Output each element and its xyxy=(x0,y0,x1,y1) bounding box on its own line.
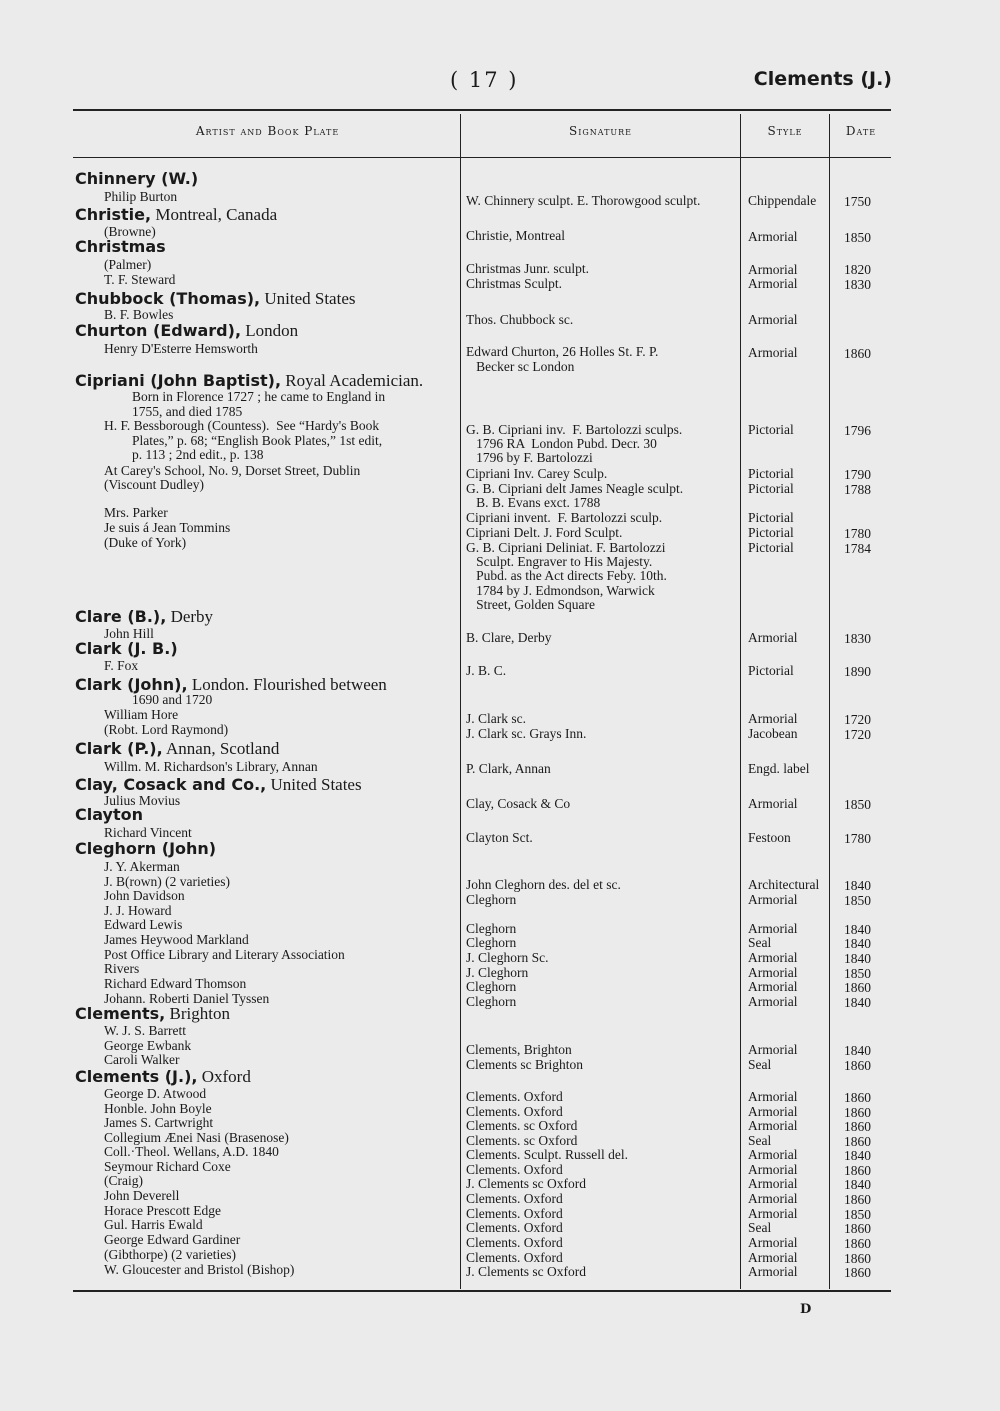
book-plate-owner: James S. Cartwright xyxy=(104,1115,214,1130)
signature-cell: W. Chinnery sculpt. E. Thorowgood sculpt. xyxy=(466,193,701,208)
style-cell: Pictorial xyxy=(748,466,794,481)
book-plate-owner: H. F. Bessborough (Countess). See “Hardy's Book xyxy=(104,418,380,433)
book-plate-owner: (Browne) xyxy=(104,224,156,239)
signature-cell: Clements. Oxford xyxy=(466,1220,563,1235)
book-plate-owner: Philip Burton xyxy=(104,189,178,204)
date-cell: 1850 xyxy=(844,1207,871,1222)
signature-cell: Christmas Sculpt. xyxy=(466,276,563,291)
book-plate-owner: Johann. Roberti Daniel Tyssen xyxy=(104,991,270,1006)
signature-cell: P. Clark, Annan xyxy=(466,761,551,776)
book-plate-owner: W. Gloucester and Bristol (Bishop) xyxy=(104,1262,295,1277)
signature-cell: 1796 RA London Pubd. Decr. 30 xyxy=(466,436,657,451)
book-plate-owner: Rivers xyxy=(104,961,140,976)
column-header-date: Date xyxy=(845,124,877,138)
page-number: ( 17 ) xyxy=(450,68,519,92)
date-cell: 1860 xyxy=(844,1221,871,1236)
style-cell: Armorial xyxy=(748,796,798,811)
signature-cell: 1784 by J. Edmondson, Warwick xyxy=(466,583,655,598)
date-cell: 1850 xyxy=(844,230,871,245)
book-plate-owner: Caroli Walker xyxy=(104,1052,180,1067)
signature-cell: Clements. Oxford xyxy=(466,1250,563,1265)
signature-cell: Street, Golden Square xyxy=(466,597,595,612)
book-plate-owner: John Hill xyxy=(104,626,154,641)
date-cell: 1840 xyxy=(844,951,871,966)
artist-name: Clark (P.), Annan, Scotland xyxy=(75,739,280,758)
artist-name: Clark (J. B.) xyxy=(75,639,178,658)
style-cell: Chippendale xyxy=(748,193,817,208)
book-plate-owner: Mrs. Parker xyxy=(104,505,168,520)
date-cell: 1850 xyxy=(844,893,871,908)
signature-cell: Clements. Oxford xyxy=(466,1089,563,1104)
book-plate-owner: Coll.·Theol. Wellans, A.D. 1840 xyxy=(104,1144,279,1159)
signature-cell: J. Cleghorn Sc. xyxy=(466,950,549,965)
book-plate-owner: W. J. S. Barrett xyxy=(104,1023,186,1038)
style-cell: Seal xyxy=(748,1057,772,1072)
book-plate-owner: George Ewbank xyxy=(104,1038,192,1053)
style-cell: Armorial xyxy=(748,276,798,291)
date-cell: 1860 xyxy=(844,1163,871,1178)
book-plate-owner: 1755, and died 1785 xyxy=(132,404,243,419)
signature-cell: Edward Churton, 26 Holles St. F. P. xyxy=(466,344,659,359)
column-header-signature: Signature xyxy=(568,124,633,138)
book-plate-owner: F. Fox xyxy=(104,658,139,673)
book-plate-owner: J. B(rown) (2 varieties) xyxy=(104,874,230,889)
signature-cell: Clements. Oxford xyxy=(466,1104,563,1119)
book-plate-owner: Gul. Harris Ewald xyxy=(104,1217,203,1232)
date-cell: 1860 xyxy=(844,1058,871,1073)
date-cell: 1860 xyxy=(844,1251,871,1266)
style-cell: Armorial xyxy=(748,1104,798,1119)
style-cell: Armorial xyxy=(748,711,798,726)
date-cell: 1820 xyxy=(844,262,871,277)
book-plate-owner: Willm. M. Richardson's Library, Annan xyxy=(104,759,318,774)
style-cell: Festoon xyxy=(748,830,791,845)
signature-cell: J. Clements sc Oxford xyxy=(466,1264,586,1279)
signature-cell: J. Clements sc Oxford xyxy=(466,1176,586,1191)
style-cell: Pictorial xyxy=(748,422,794,437)
date-cell: 1860 xyxy=(844,1105,871,1120)
book-plate-owner: Born in Florence 1727 ; he came to England in xyxy=(132,389,386,404)
date-cell: 1720 xyxy=(844,727,871,742)
artist-name: Christie, Montreal, Canada xyxy=(75,205,278,224)
artist-name: Chubbock (Thomas), United States xyxy=(75,289,356,308)
style-cell: Armorial xyxy=(748,1250,798,1265)
book-plate-owner: George Edward Gardiner xyxy=(104,1232,241,1247)
book-plate-owner: (Palmer) xyxy=(104,257,152,272)
date-cell: 1840 xyxy=(844,936,871,951)
date-cell: 1796 xyxy=(844,423,871,438)
date-cell: 1850 xyxy=(844,797,871,812)
signature-cell: G. B. Cipriani Deliniat. F. Bartolozzi xyxy=(466,540,666,555)
signature-cell: Cipriani invent. F. Bartolozzi sculp. xyxy=(466,510,663,525)
date-cell: 1860 xyxy=(844,1192,871,1207)
book-plate-owner: Horace Prescott Edge xyxy=(104,1203,221,1218)
signature-cell: J. Clark sc. xyxy=(466,711,526,726)
bottom-rule xyxy=(73,1290,891,1292)
style-cell: Pictorial xyxy=(748,540,794,555)
style-cell: Armorial xyxy=(748,345,798,360)
signature-cell: Pubd. as the Act directs Feby. 10th. xyxy=(466,568,667,583)
signature-cell: Cipriani Inv. Carey Sculp. xyxy=(466,466,608,481)
style-cell: Armorial xyxy=(748,979,798,994)
style-cell: Armorial xyxy=(748,262,798,277)
signature-cell: Cleghorn xyxy=(466,979,517,994)
top-rule xyxy=(73,109,891,111)
artist-name: Clay, Cosack and Co., United States xyxy=(75,775,362,794)
date-cell: 1860 xyxy=(844,346,871,361)
book-plate-owner: (Gibthorpe) (2 varieties) xyxy=(104,1247,236,1262)
column-header-artist: Artist and Book Plate xyxy=(195,124,340,138)
book-plate-owner: William Hore xyxy=(104,707,179,722)
artist-name: Clements, Brighton xyxy=(75,1004,230,1023)
style-cell: Armorial xyxy=(748,1147,798,1162)
style-cell: Armorial xyxy=(748,1089,798,1104)
signature-cell: Christie, Montreal xyxy=(466,228,565,243)
date-cell: 1780 xyxy=(844,831,871,846)
signature-cell: Cleghorn xyxy=(466,935,517,950)
date-cell: 1860 xyxy=(844,1119,871,1134)
date-cell: 1840 xyxy=(844,878,871,893)
book-plate-owner: John Deverell xyxy=(104,1188,180,1203)
date-cell: 1790 xyxy=(844,467,871,482)
style-cell: Armorial xyxy=(748,229,798,244)
book-plate-owner: Henry D'Esterre Hemsworth xyxy=(104,341,258,356)
book-plate-owner: (Viscount Dudley) xyxy=(104,477,205,492)
date-cell: 1850 xyxy=(844,966,871,981)
book-plate-owner: (Duke of York) xyxy=(104,535,187,550)
signature-cell: Christmas Junr. sculpt. xyxy=(466,261,590,276)
artist-name: Churton (Edward), London xyxy=(75,321,299,340)
book-plate-owner: Richard Edward Thomson xyxy=(104,976,247,991)
date-cell: 1840 xyxy=(844,1148,871,1163)
date-cell: 1890 xyxy=(844,664,871,679)
col-divider-2 xyxy=(740,114,741,1289)
signature-cell: Thos. Chubbock sc. xyxy=(466,312,574,327)
date-cell: 1830 xyxy=(844,277,871,292)
book-plate-owner: J. J. Howard xyxy=(104,903,172,918)
book-plate-owner: James Heywood Markland xyxy=(104,932,249,947)
signature-cell: Clements. Oxford xyxy=(466,1206,563,1221)
artist-name: Chinnery (W.) xyxy=(75,169,199,188)
book-plate-owner: (Craig) xyxy=(104,1173,143,1188)
date-cell: 1840 xyxy=(844,1043,871,1058)
style-cell: Pictorial xyxy=(748,663,794,678)
signature-cell: Cleghorn xyxy=(466,994,517,1009)
date-cell: 1784 xyxy=(844,541,871,556)
signature-cell: 1796 by F. Bartolozzi xyxy=(466,450,593,465)
book-plate-owner: p. 113 ; 2nd edit., p. 138 xyxy=(132,447,264,462)
style-cell: Armorial xyxy=(748,312,798,327)
style-cell: Armorial xyxy=(748,1264,798,1279)
date-cell: 1860 xyxy=(844,980,871,995)
date-cell: 1860 xyxy=(844,1236,871,1251)
style-cell: Seal xyxy=(748,1133,772,1148)
signature-cell: Cipriani Delt. J. Ford Sculpt. xyxy=(466,525,623,540)
signature-cell: Clements. sc Oxford xyxy=(466,1118,578,1133)
col-divider-3 xyxy=(829,114,830,1289)
style-cell: Armorial xyxy=(748,1206,798,1221)
signature-mark: D xyxy=(800,1302,812,1317)
style-cell: Armorial xyxy=(748,630,798,645)
signature-cell: Sculpt. Engraver to His Majesty. xyxy=(466,554,653,569)
artist-name: Christmas xyxy=(75,237,166,256)
book-plate-owner: Seymour Richard Coxe xyxy=(104,1159,231,1174)
style-cell: Pictorial xyxy=(748,510,794,525)
style-cell: Seal xyxy=(748,1220,772,1235)
signature-cell: G. B. Cipriani delt James Neagle sculpt. xyxy=(466,481,684,496)
book-plate-owner: Edward Lewis xyxy=(104,917,183,932)
date-cell: 1860 xyxy=(844,1265,871,1280)
date-cell: 1720 xyxy=(844,712,871,727)
date-cell: 1860 xyxy=(844,1134,871,1149)
style-cell: Armorial xyxy=(748,921,798,936)
date-cell: 1840 xyxy=(844,995,871,1010)
signature-cell: Clay, Cosack & Co xyxy=(466,796,571,811)
signature-cell: Clements. Sculpt. Russell del. xyxy=(466,1147,628,1162)
date-cell: 1780 xyxy=(844,526,871,541)
book-plate-owner: George D. Atwood xyxy=(104,1086,207,1101)
signature-cell: Clayton Sct. xyxy=(466,830,533,845)
artist-name: Clayton xyxy=(75,805,143,824)
style-cell: Armorial xyxy=(748,1118,798,1133)
book-plate-owner: Honble. John Boyle xyxy=(104,1101,212,1116)
style-cell: Seal xyxy=(748,935,772,950)
date-cell: 1750 xyxy=(844,194,871,209)
header-rule xyxy=(73,157,891,158)
artist-name: Clements (J.), Oxford xyxy=(75,1067,251,1086)
date-cell: 1788 xyxy=(844,482,871,497)
signature-cell: J. Clark sc. Grays Inn. xyxy=(466,726,587,741)
signature-cell: Cleghorn xyxy=(466,892,517,907)
book-plate-owner: Je suis á Jean Tommins xyxy=(104,520,231,535)
date-cell: 1840 xyxy=(844,922,871,937)
style-cell: Armorial xyxy=(748,950,798,965)
style-cell: Armorial xyxy=(748,1191,798,1206)
artist-name: Clare (B.), Derby xyxy=(75,607,214,626)
signature-cell: John Cleghorn des. del et sc. xyxy=(466,877,621,892)
signature-cell: Clements. Oxford xyxy=(466,1191,563,1206)
book-plate-owner: John Davidson xyxy=(104,888,185,903)
style-cell: Jacobean xyxy=(748,726,798,741)
book-plate-owner: T. F. Steward xyxy=(104,272,176,287)
artist-name: Cipriani (John Baptist), Royal Academician. xyxy=(75,371,424,390)
style-cell: Armorial xyxy=(748,1235,798,1250)
artist-name: Clark (John), London. Flourished between xyxy=(75,675,387,694)
book-plate-owner: J. Y. Akerman xyxy=(104,859,180,874)
book-plate-owner: (Robt. Lord Raymond) xyxy=(104,722,229,737)
book-plate-owner: Plates,” p. 68; “English Book Plates,” 1st edit, xyxy=(132,433,383,448)
date-cell: 1860 xyxy=(844,1090,871,1105)
book-plate-owner: Collegium Ænei Nasi (Brasenose) xyxy=(104,1130,289,1145)
signature-cell: B. Clare, Derby xyxy=(466,630,552,645)
signature-cell: Cleghorn xyxy=(466,921,517,936)
style-cell: Architectural xyxy=(748,877,820,892)
book-plate-owner: Julius Movius xyxy=(104,793,181,808)
book-plate-owner: Richard Vincent xyxy=(104,825,192,840)
date-cell: 1830 xyxy=(844,631,871,646)
style-cell: Pictorial xyxy=(748,525,794,540)
style-cell: Armorial xyxy=(748,892,798,907)
signature-cell: Clements. sc Oxford xyxy=(466,1133,578,1148)
book-plate-owner: At Carey's School, No. 9, Dorset Street, Dublin xyxy=(104,463,361,478)
signature-cell: Clements sc Brighton xyxy=(466,1057,583,1072)
signature-cell: Clements, Brighton xyxy=(466,1042,572,1057)
style-cell: Armorial xyxy=(748,1162,798,1177)
date-cell: 1840 xyxy=(844,1177,871,1192)
running-head: Clements (J.) xyxy=(753,68,892,90)
signature-cell: Clements. Oxford xyxy=(466,1162,563,1177)
artist-name: Cleghorn (John) xyxy=(75,839,217,858)
signature-cell: Becker sc London xyxy=(466,359,575,374)
book-plate-owner: Post Office Library and Literary Association xyxy=(104,947,345,962)
style-cell: Pictorial xyxy=(748,481,794,496)
style-cell: Armorial xyxy=(748,1042,798,1057)
col-divider-1 xyxy=(460,114,461,1289)
signature-cell: J. Cleghorn xyxy=(466,965,529,980)
style-cell: Armorial xyxy=(748,994,798,1009)
signature-cell: B. B. Evans exct. 1788 xyxy=(466,495,601,510)
signature-cell: J. B. C. xyxy=(466,663,507,678)
column-header-style: Style xyxy=(767,124,803,138)
book-plate-owner: B. F. Bowles xyxy=(104,307,174,322)
signature-cell: G. B. Cipriani inv. F. Bartolozzi sculps. xyxy=(466,422,683,437)
signature-cell: Clements. Oxford xyxy=(466,1235,563,1250)
style-cell: Armorial xyxy=(748,965,798,980)
style-cell: Engd. label xyxy=(748,761,810,776)
book-plate-owner: 1690 and 1720 xyxy=(132,692,213,707)
style-cell: Armorial xyxy=(748,1176,798,1191)
